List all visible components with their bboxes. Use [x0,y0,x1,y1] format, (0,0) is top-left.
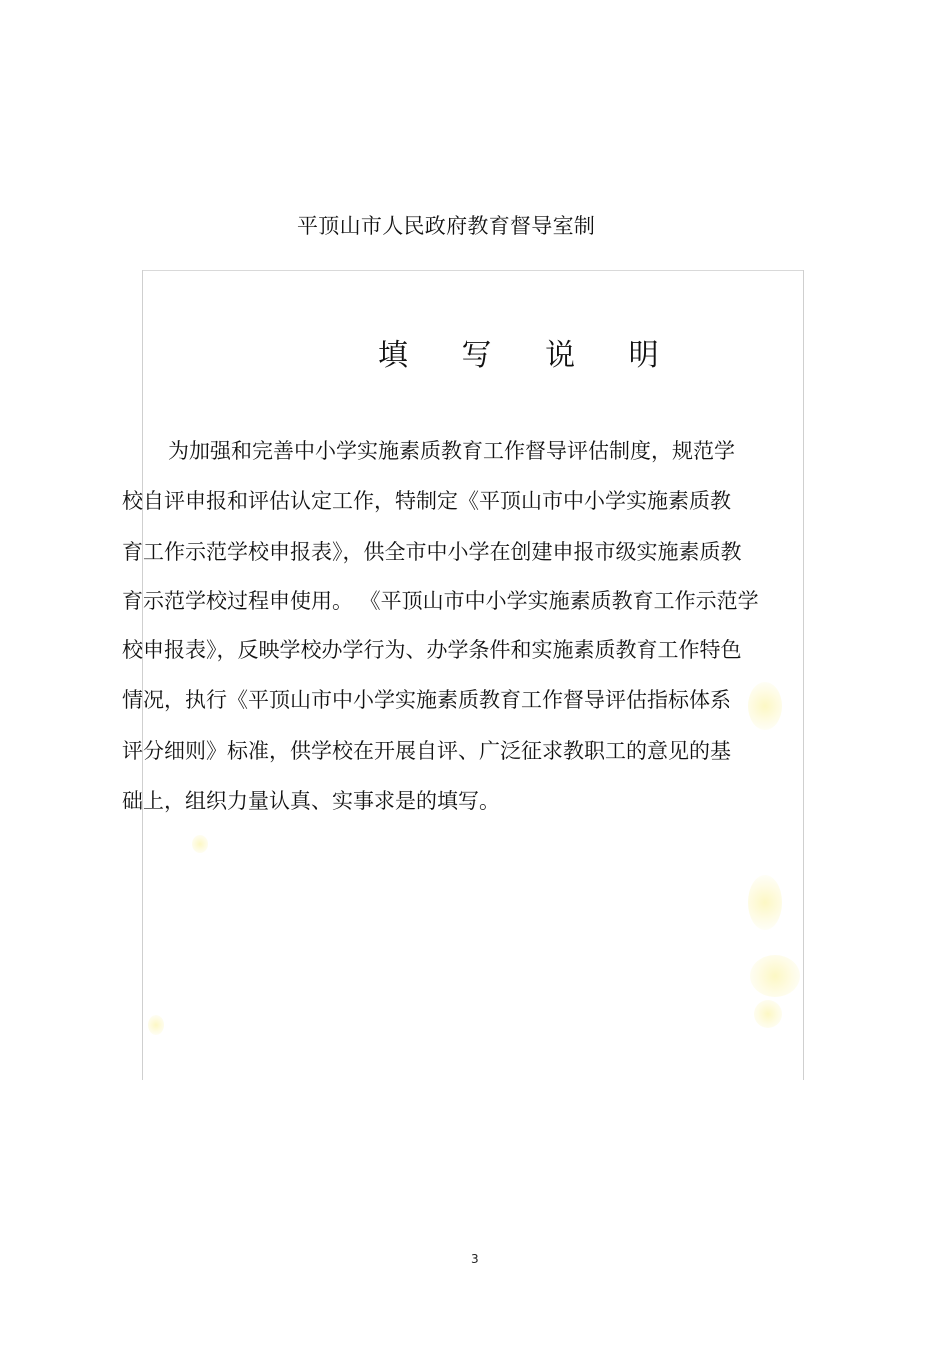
paper-stain [148,1015,164,1035]
issuer-line: 平顶山市人民政府教育督导室制 [297,214,596,238]
paragraph-line-6: 情况，执行《平顶山市中小学实施素质教育工作督导评估指标体系 [122,688,731,712]
paragraph-line-1: 为加强和完善中小学实施素质教育工作督导评估制度，规范学 [168,439,735,463]
paper-stain [748,682,782,730]
paper-stain [754,1000,782,1028]
paragraph-line-7: 评分细则》标准，供学校在开展自评、广泛征求教职工的意见的基 [122,739,731,763]
frame-left-border [142,270,143,1080]
frame-right-border [803,270,804,1080]
paragraph-line-2: 校自评申报和评估认定工作，特制定《平顶山市中小学实施素质教 [122,489,731,513]
paragraph-line-5: 校申报表》，反映学校办学行为、办学条件和实施素质教育工作特色 [122,638,742,662]
paragraph-line-3: 育工作示范学校申报表》，供全市中小学在创建申报市级实施素质教 [122,540,742,564]
paragraph-line-4: 育示范学校过程申使用。 《平顶山市中小学实施素质教育工作示范学 [122,589,759,613]
paper-stain [192,835,208,853]
paper-stain [748,875,782,930]
frame-top-border [142,270,804,271]
paragraph-line-8: 础上，组织力量认真、实事求是的填写。 [122,789,500,813]
page-number: 3 [471,1252,479,1266]
paper-stain [750,955,800,997]
section-title: 填 写 说 明 [378,338,681,373]
